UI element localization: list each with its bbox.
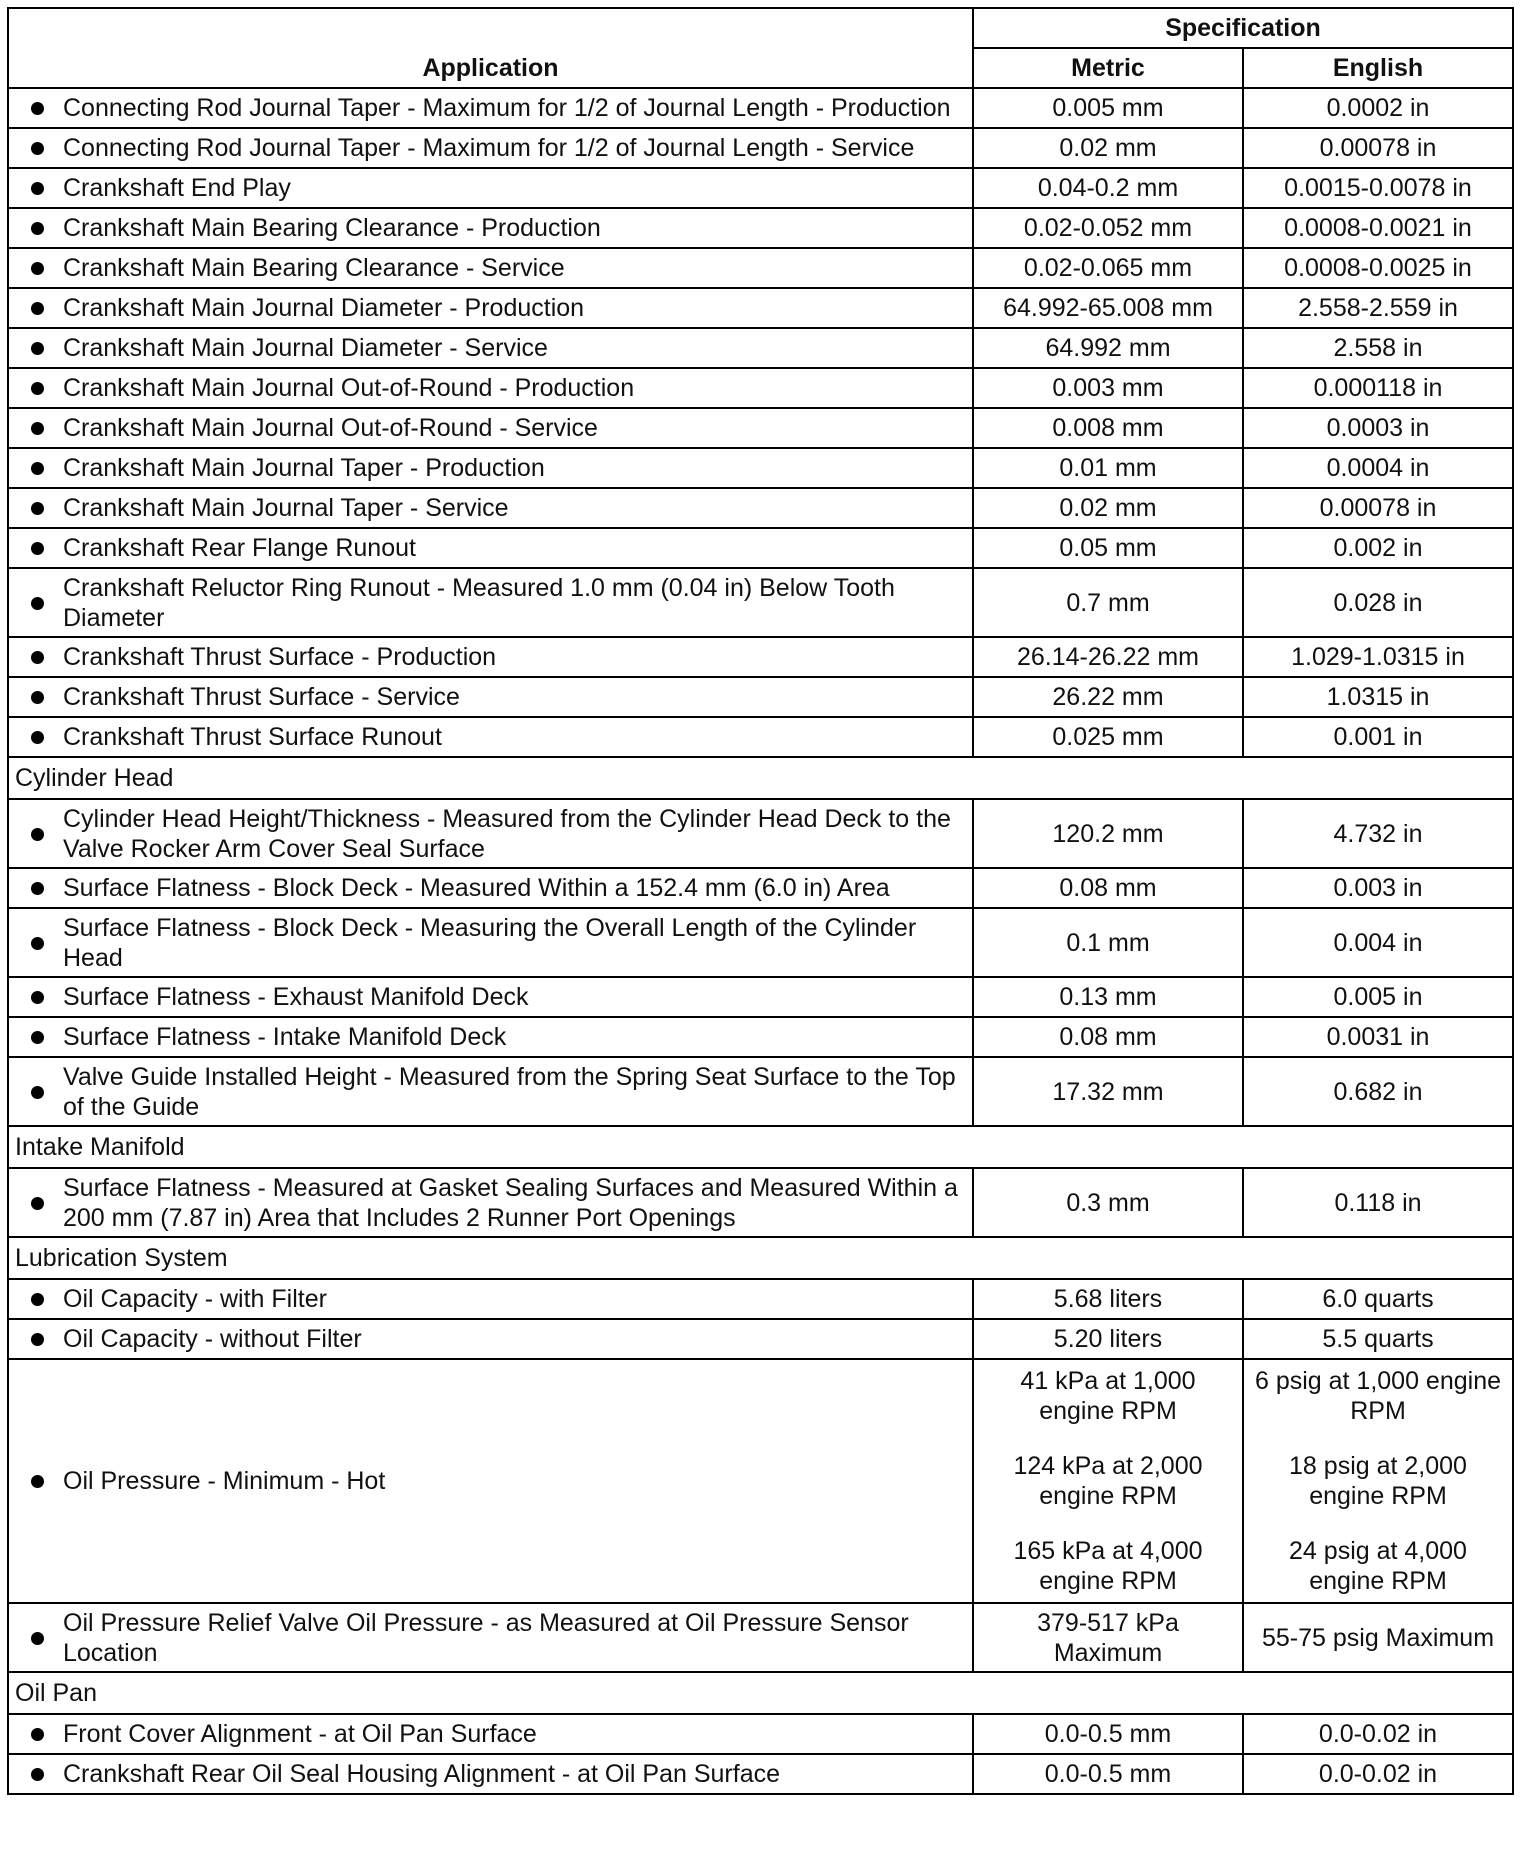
english-value: 0.028 in bbox=[1243, 568, 1513, 637]
metric-pressure-value: 124 kPa at 2,000 engine RPM bbox=[1013, 1452, 1203, 1510]
english-value: 0.0008-0.0025 in bbox=[1243, 248, 1513, 288]
metric-value: 379-517 kPa Maximum bbox=[973, 1603, 1243, 1672]
application-cell bbox=[8, 288, 973, 328]
metric-value: 64.992-65.008 mm bbox=[973, 288, 1243, 328]
metric-value: 0.08 mm bbox=[973, 868, 1243, 908]
english-value: 2.558-2.559 in bbox=[1243, 288, 1513, 328]
english-value: 0.0031 in bbox=[1243, 1017, 1513, 1057]
spec-row bbox=[8, 1057, 1513, 1126]
english-pressure-value: 6 psig at 1,000 engine RPM bbox=[1254, 1367, 1502, 1425]
application-cell bbox=[8, 168, 973, 208]
application-text: Surface Flatness - Intake Manifold Deck bbox=[63, 1023, 507, 1051]
application-text: Surface Flatness - Block Deck - Measured Within a 152.4 mm (6.0 in) Area bbox=[63, 874, 890, 902]
english-value: 5.5 quarts bbox=[1243, 1319, 1513, 1359]
application-text: Connecting Rod Journal Taper - Maximum for 1/2 of Journal Length - Production bbox=[63, 94, 951, 122]
spec-row bbox=[8, 408, 1513, 448]
bullet-icon bbox=[31, 1632, 44, 1645]
application-text: Crankshaft Main Journal Diameter - Production bbox=[63, 294, 585, 322]
application-cell bbox=[8, 799, 973, 868]
spec-row bbox=[8, 1603, 1513, 1672]
bullet-icon bbox=[31, 222, 44, 235]
application-header-label: Application bbox=[422, 54, 559, 82]
spec-row bbox=[8, 717, 1513, 757]
metric-value: 0.1 mm bbox=[973, 908, 1243, 977]
spec-row bbox=[8, 288, 1513, 328]
bullet-icon bbox=[31, 182, 44, 195]
section-title: Lubrication System bbox=[8, 1237, 1513, 1279]
application-cell bbox=[8, 208, 973, 248]
metric-value: 0.02-0.052 mm bbox=[973, 208, 1243, 248]
metric-value: 0.04-0.2 mm bbox=[973, 168, 1243, 208]
metric-value: 0.025 mm bbox=[973, 717, 1243, 757]
section-row bbox=[8, 757, 1513, 799]
english-value: 1.0315 in bbox=[1243, 677, 1513, 717]
metric-value: 5.20 liters bbox=[973, 1319, 1243, 1359]
application-text: Crankshaft End Play bbox=[63, 174, 291, 202]
english-value: 0.682 in bbox=[1243, 1057, 1513, 1126]
application-cell bbox=[8, 568, 973, 637]
application-text: Surface Flatness - Block Deck - Measuring the Overall Length of the Cylinder Head bbox=[63, 913, 917, 972]
spec-row bbox=[8, 1017, 1513, 1057]
application-cell bbox=[8, 1359, 973, 1603]
application-text: Surface Flatness - Measured at Gasket Sealing Surfaces and Measured Within a 200 mm (7.87 in) Area that Includes 2 Runner Port Openings bbox=[63, 1173, 958, 1232]
application-cell bbox=[8, 637, 973, 677]
metric-value-list bbox=[973, 1359, 1243, 1603]
application-cell bbox=[8, 448, 973, 488]
line-gap bbox=[1250, 1511, 1506, 1536]
metric-value: 0.13 mm bbox=[973, 977, 1243, 1017]
application-cell bbox=[8, 528, 973, 568]
english-value: 0.0008-0.0021 in bbox=[1243, 208, 1513, 248]
bullet-icon bbox=[31, 422, 44, 435]
bullet-icon bbox=[31, 302, 44, 315]
application-text: Oil Capacity - with Filter bbox=[63, 1285, 327, 1313]
english-value: 0.0-0.02 in bbox=[1243, 1714, 1513, 1754]
bullet-icon bbox=[31, 651, 44, 664]
application-header bbox=[8, 8, 973, 88]
metric-value: 26.14-26.22 mm bbox=[973, 637, 1243, 677]
spec-row bbox=[8, 1714, 1513, 1754]
spec-row bbox=[8, 637, 1513, 677]
specification-header bbox=[973, 8, 1513, 48]
bullet-icon bbox=[31, 462, 44, 475]
metric-value: 0.3 mm bbox=[973, 1168, 1243, 1237]
spec-row bbox=[8, 448, 1513, 488]
metric-value: 0.02 mm bbox=[973, 488, 1243, 528]
bullet-icon bbox=[31, 991, 44, 1004]
bullet-icon bbox=[31, 342, 44, 355]
bullet-icon bbox=[31, 502, 44, 515]
spec-row bbox=[8, 248, 1513, 288]
application-cell bbox=[8, 128, 973, 168]
bullet-icon bbox=[31, 828, 44, 841]
english-value: 0.0015-0.0078 in bbox=[1243, 168, 1513, 208]
application-text: Crankshaft Main Journal Out-of-Round - Production bbox=[63, 374, 635, 402]
spec-row bbox=[8, 128, 1513, 168]
spec-row bbox=[8, 1279, 1513, 1319]
bullet-icon bbox=[31, 542, 44, 555]
metric-value: 0.008 mm bbox=[973, 408, 1243, 448]
english-value: 0.0-0.02 in bbox=[1243, 1754, 1513, 1794]
english-value: 0.0003 in bbox=[1243, 408, 1513, 448]
metric-value: 0.0-0.5 mm bbox=[973, 1754, 1243, 1794]
line-gap bbox=[980, 1426, 1236, 1451]
application-cell bbox=[8, 408, 973, 448]
english-value: 0.0004 in bbox=[1243, 448, 1513, 488]
spec-row bbox=[8, 328, 1513, 368]
application-cell bbox=[8, 1279, 973, 1319]
english-value: 0.001 in bbox=[1243, 717, 1513, 757]
metric-header bbox=[973, 48, 1243, 88]
bullet-icon bbox=[31, 382, 44, 395]
application-cell bbox=[8, 677, 973, 717]
section-row bbox=[8, 1126, 1513, 1168]
english-value: 0.000118 in bbox=[1243, 368, 1513, 408]
english-pressure-value: 18 psig at 2,000 engine RPM bbox=[1289, 1452, 1467, 1510]
application-cell bbox=[8, 1603, 973, 1672]
oil-pressure-row bbox=[8, 1359, 1513, 1603]
section-title: Oil Pan bbox=[8, 1672, 1513, 1714]
spec-row bbox=[8, 168, 1513, 208]
metric-value: 0.02 mm bbox=[973, 128, 1243, 168]
bullet-icon bbox=[31, 1768, 44, 1781]
application-text: Crankshaft Main Bearing Clearance - Production bbox=[63, 214, 601, 242]
spec-row bbox=[8, 368, 1513, 408]
section-row bbox=[8, 1672, 1513, 1714]
application-cell bbox=[8, 908, 973, 977]
metric-value: 120.2 mm bbox=[973, 799, 1243, 868]
bullet-icon bbox=[31, 597, 44, 610]
spec-table bbox=[7, 7, 1514, 1795]
bullet-icon bbox=[31, 1031, 44, 1044]
bullet-icon bbox=[31, 882, 44, 895]
spec-row bbox=[8, 1319, 1513, 1359]
application-cell bbox=[8, 868, 973, 908]
spec-body bbox=[8, 88, 1513, 1794]
english-value: 0.005 in bbox=[1243, 977, 1513, 1017]
metric-value: 0.08 mm bbox=[973, 1017, 1243, 1057]
application-cell bbox=[8, 1168, 973, 1237]
application-cell bbox=[8, 1319, 973, 1359]
section-title: Cylinder Head bbox=[8, 757, 1513, 799]
application-cell bbox=[8, 717, 973, 757]
metric-value: 17.32 mm bbox=[973, 1057, 1243, 1126]
bullet-icon bbox=[31, 731, 44, 744]
application-text: Crankshaft Rear Oil Seal Housing Alignment - at Oil Pan Surface bbox=[63, 1760, 781, 1788]
application-cell bbox=[8, 248, 973, 288]
bullet-icon bbox=[31, 937, 44, 950]
application-text: Oil Pressure - Minimum - Hot bbox=[63, 1467, 386, 1495]
application-cell bbox=[8, 328, 973, 368]
application-text: Connecting Rod Journal Taper - Maximum for 1/2 of Journal Length - Service bbox=[63, 134, 915, 162]
bullet-icon bbox=[31, 1728, 44, 1741]
english-value: 0.002 in bbox=[1243, 528, 1513, 568]
metric-value: 0.0-0.5 mm bbox=[973, 1714, 1243, 1754]
application-text: Cylinder Head Height/Thickness - Measured from the Cylinder Head Deck to the Valve Rocker Arm Cover Seal Surface bbox=[63, 804, 951, 863]
metric-value: 26.22 mm bbox=[973, 677, 1243, 717]
metric-value: 0.7 mm bbox=[973, 568, 1243, 637]
english-value-list bbox=[1243, 1359, 1513, 1603]
metric-value: 0.02-0.065 mm bbox=[973, 248, 1243, 288]
bullet-icon bbox=[31, 1197, 44, 1210]
spec-row bbox=[8, 868, 1513, 908]
bullet-icon bbox=[31, 1086, 44, 1099]
spec-row bbox=[8, 677, 1513, 717]
bullet-icon bbox=[31, 1293, 44, 1306]
english-value: 0.003 in bbox=[1243, 868, 1513, 908]
english-value: 0.0002 in bbox=[1243, 88, 1513, 128]
english-value: 55-75 psig Maximum bbox=[1243, 1603, 1513, 1672]
spec-row bbox=[8, 88, 1513, 128]
application-cell bbox=[8, 1754, 973, 1794]
application-text: Crankshaft Rear Flange Runout bbox=[63, 534, 416, 562]
spec-row bbox=[8, 208, 1513, 248]
bullet-icon bbox=[31, 1475, 44, 1488]
line-gap bbox=[980, 1511, 1236, 1536]
metric-value: 0.003 mm bbox=[973, 368, 1243, 408]
application-text: Crankshaft Main Journal Taper - Production bbox=[63, 454, 545, 482]
application-text: Crankshaft Main Journal Diameter - Service bbox=[63, 334, 548, 362]
english-value: 1.029-1.0315 in bbox=[1243, 637, 1513, 677]
application-text: Crankshaft Main Bearing Clearance - Service bbox=[63, 254, 565, 282]
metric-header-label: Metric bbox=[1071, 54, 1145, 82]
application-text: Crankshaft Thrust Surface - Production bbox=[63, 643, 497, 671]
application-text: Crankshaft Thrust Surface - Service bbox=[63, 683, 460, 711]
english-value: 2.558 in bbox=[1243, 328, 1513, 368]
application-cell bbox=[8, 1714, 973, 1754]
specification-header-label: Specification bbox=[1165, 14, 1321, 42]
application-text: Surface Flatness - Exhaust Manifold Deck bbox=[63, 983, 529, 1011]
english-value: 0.118 in bbox=[1243, 1168, 1513, 1237]
application-cell bbox=[8, 488, 973, 528]
section-row bbox=[8, 1237, 1513, 1279]
bullet-icon bbox=[31, 142, 44, 155]
metric-value: 5.68 liters bbox=[973, 1279, 1243, 1319]
english-value: 6.0 quarts bbox=[1243, 1279, 1513, 1319]
english-header-label: English bbox=[1332, 54, 1424, 82]
metric-value: 64.992 mm bbox=[973, 328, 1243, 368]
application-cell bbox=[8, 88, 973, 128]
application-text: Oil Capacity - without Filter bbox=[63, 1325, 362, 1353]
application-text: Crankshaft Thrust Surface Runout bbox=[63, 723, 442, 751]
spec-row bbox=[8, 568, 1513, 637]
spec-row bbox=[8, 1168, 1513, 1237]
english-pressure-value: 24 psig at 4,000 engine RPM bbox=[1289, 1537, 1467, 1595]
application-text: Crankshaft Reluctor Ring Runout - Measured 1.0 mm (0.04 in) Below Tooth Diameter bbox=[63, 573, 895, 632]
application-text: Crankshaft Main Journal Out-of-Round - Service bbox=[63, 414, 598, 442]
english-value: 0.004 in bbox=[1243, 908, 1513, 977]
english-value: 0.00078 in bbox=[1243, 488, 1513, 528]
bullet-icon bbox=[31, 262, 44, 275]
english-header bbox=[1243, 48, 1513, 88]
application-cell bbox=[8, 1057, 973, 1126]
metric-value: 0.05 mm bbox=[973, 528, 1243, 568]
section-title: Intake Manifold bbox=[8, 1126, 1513, 1168]
application-text: Valve Guide Installed Height - Measured from the Spring Seat Surface to the Top of the Guide bbox=[63, 1062, 956, 1121]
spec-row bbox=[8, 1754, 1513, 1794]
application-cell bbox=[8, 1017, 973, 1057]
spec-row bbox=[8, 528, 1513, 568]
line-gap bbox=[1250, 1426, 1506, 1451]
spec-row bbox=[8, 908, 1513, 977]
application-cell bbox=[8, 368, 973, 408]
spec-row bbox=[8, 977, 1513, 1017]
english-value: 0.00078 in bbox=[1243, 128, 1513, 168]
metric-pressure-value: 41 kPa at 1,000 engine RPM bbox=[1020, 1367, 1196, 1425]
application-text: Front Cover Alignment - at Oil Pan Surface bbox=[63, 1720, 537, 1748]
application-text: Oil Pressure Relief Valve Oil Pressure - as Measured at Oil Pressure Sensor Location bbox=[63, 1608, 909, 1667]
english-value: 4.732 in bbox=[1243, 799, 1513, 868]
bullet-icon bbox=[31, 1333, 44, 1346]
bullet-icon bbox=[31, 691, 44, 704]
metric-pressure-value: 165 kPa at 4,000 engine RPM bbox=[1013, 1537, 1203, 1595]
application-cell bbox=[8, 977, 973, 1017]
metric-value: 0.005 mm bbox=[973, 88, 1243, 128]
spec-row bbox=[8, 799, 1513, 868]
bullet-icon bbox=[31, 102, 44, 115]
metric-value: 0.01 mm bbox=[973, 448, 1243, 488]
application-text: Crankshaft Main Journal Taper - Service bbox=[63, 494, 509, 522]
spec-row bbox=[8, 488, 1513, 528]
